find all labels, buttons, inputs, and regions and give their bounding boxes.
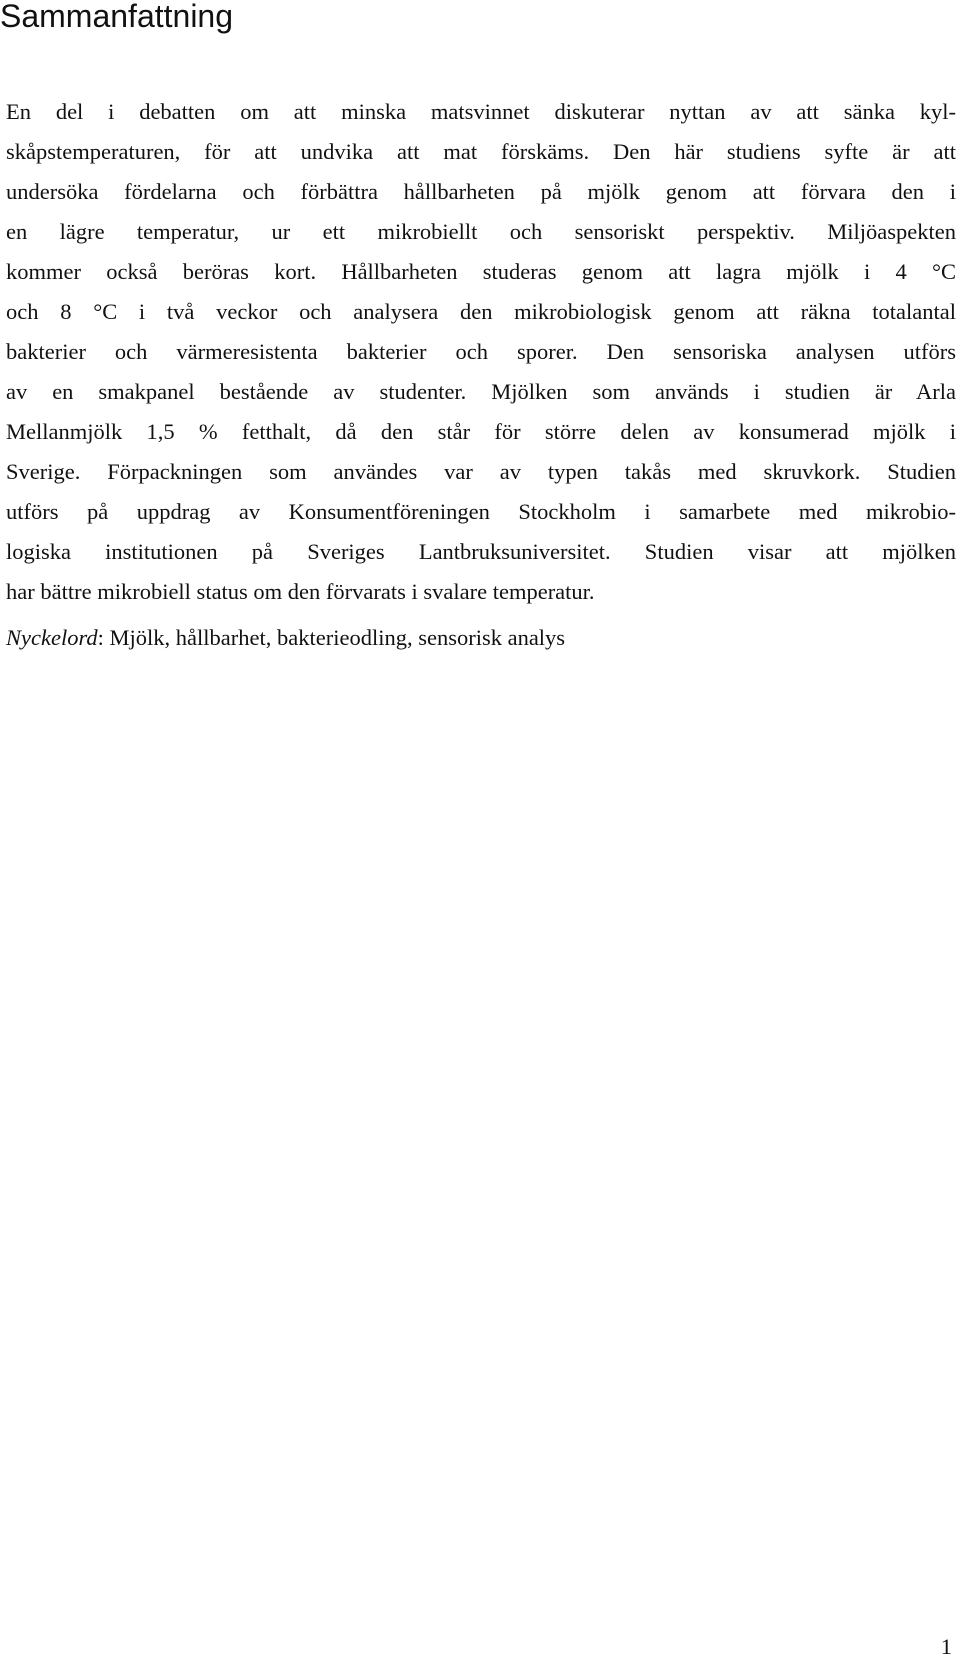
abstract-line: av en smakpanel bestående av studenter. Mjölken som används i studien är Arla — [6, 379, 956, 404]
keywords-separator: : — [97, 625, 110, 650]
keywords-text: Mjölk, hållbarhet, bakterieodling, sensorisk analys — [109, 625, 566, 650]
abstract-line: en lägre temperatur, ur ett mikrobiellt och sensoriskt perspektiv. Miljöaspekten — [6, 219, 956, 244]
abstract-line: Sverige. Förpackningen som användes var av typen takås med skruvkork. Studien — [6, 459, 956, 484]
abstract-line: skåpstemperaturen, för att undvika att mat förskäms. Den här studiens syfte är att — [6, 139, 956, 164]
abstract-line: undersöka fördelarna och förbättra hållbarheten på mjölk genom att förvara den i — [6, 179, 956, 204]
abstract-line: logiska institutionen på Sveriges Lantbruksuniversitet. Studien visar att mjölken — [6, 539, 956, 564]
keywords-label: Nyckelord — [6, 625, 98, 650]
page-title: Sammanfattning — [0, 0, 234, 34]
abstract-paragraph — [6, 92, 956, 612]
abstract-line: och 8 °C i två veckor och analysera den mikrobiologisk genom att räkna totalantal — [6, 299, 956, 324]
abstract-line: har bättre mikrobiell status om den förvarats i svalare temperatur. — [6, 579, 595, 604]
page-number: 1 — [940, 1634, 952, 1659]
abstract-line: En del i debatten om att minska matsvinnet diskuterar nyttan av att sänka kyl- — [6, 99, 956, 124]
abstract-line: Mellanmjölk 1,5 % fetthalt, då den står för större delen av konsumerad mjölk i — [6, 419, 956, 444]
abstract-line: utförs på uppdrag av Konsumentföreningen Stockholm i samarbete med mikrobio- — [6, 499, 956, 524]
abstract-line: bakterier och värmeresistenta bakterier och sporer. Den sensoriska analysen utförs — [6, 339, 956, 364]
keywords-line — [6, 618, 565, 658]
abstract-line: kommer också beröras kort. Hållbarheten studeras genom att lagra mjölk i 4 °C — [6, 259, 956, 284]
